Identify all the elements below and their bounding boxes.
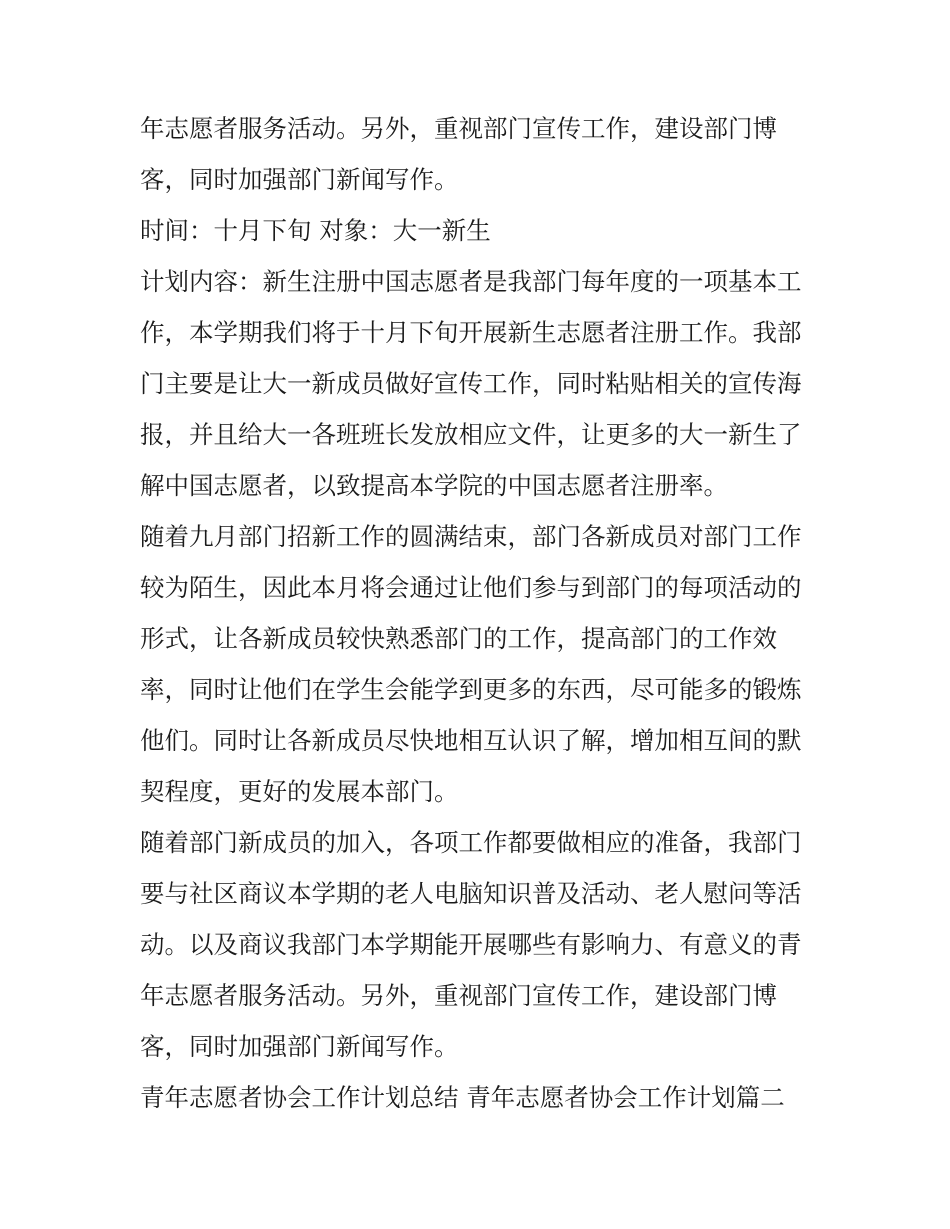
- text-line: 较为陌生，因此本月将会通过让他们参与到部门的每项活动的: [140, 573, 802, 602]
- text-line: 率，同时让他们在学生会能学到更多的东西，尽可能多的锻炼: [140, 675, 802, 704]
- text-line: 青年志愿者协会工作计划总结 青年志愿者协会工作计划篇二: [140, 1083, 785, 1112]
- text-line: 客，同时加强部门新闻写作。: [140, 165, 459, 194]
- text-line: 时间：十月下旬 对象：大一新生: [140, 216, 491, 245]
- text-line: 作，本学期我们将于十月下旬开展新生志愿者注册工作。我部: [140, 318, 802, 347]
- text-line: 计划内容：新生注册中国志愿者是我部门每年度的一项基本工: [140, 267, 802, 296]
- text-line: 随着九月部门招新工作的圆满结束，部门各新成员对部门工作: [140, 522, 802, 551]
- text-line: 随着部门新成员的加入，各项工作都要做相应的准备，我部门: [140, 828, 802, 857]
- text-line: 契程度，更好的发展本部门。: [140, 777, 459, 806]
- text-line: 客，同时加强部门新闻写作。: [140, 1032, 459, 1061]
- text-line: 他们。同时让各新成员尽快地相互认识了解，增加相互间的默: [140, 726, 802, 755]
- text-line: 要与社区商议本学期的老人电脑知识普及活动、老人慰问等活: [140, 879, 802, 908]
- text-line: 解中国志愿者，以致提高本学院的中国志愿者注册率。: [140, 471, 728, 500]
- text-line: 年志愿者服务活动。另外，重视部门宣传工作，建设部门博: [140, 114, 777, 143]
- text-line: 门主要是让大一新成员做好宣传工作，同时粘贴相关的宣传海: [140, 369, 802, 398]
- document-body: [140, 103, 820, 1123]
- text-line: 动。以及商议我部门本学期能开展哪些有影响力、有意义的青: [140, 930, 802, 959]
- text-line: 报，并且给大一各班班长发放相应文件，让更多的大一新生了: [140, 420, 802, 449]
- text-line: 形式，让各新成员较快熟悉部门的工作，提高部门的工作效: [140, 624, 777, 653]
- text-line: 年志愿者服务活动。另外，重视部门宣传工作，建设部门博: [140, 981, 777, 1010]
